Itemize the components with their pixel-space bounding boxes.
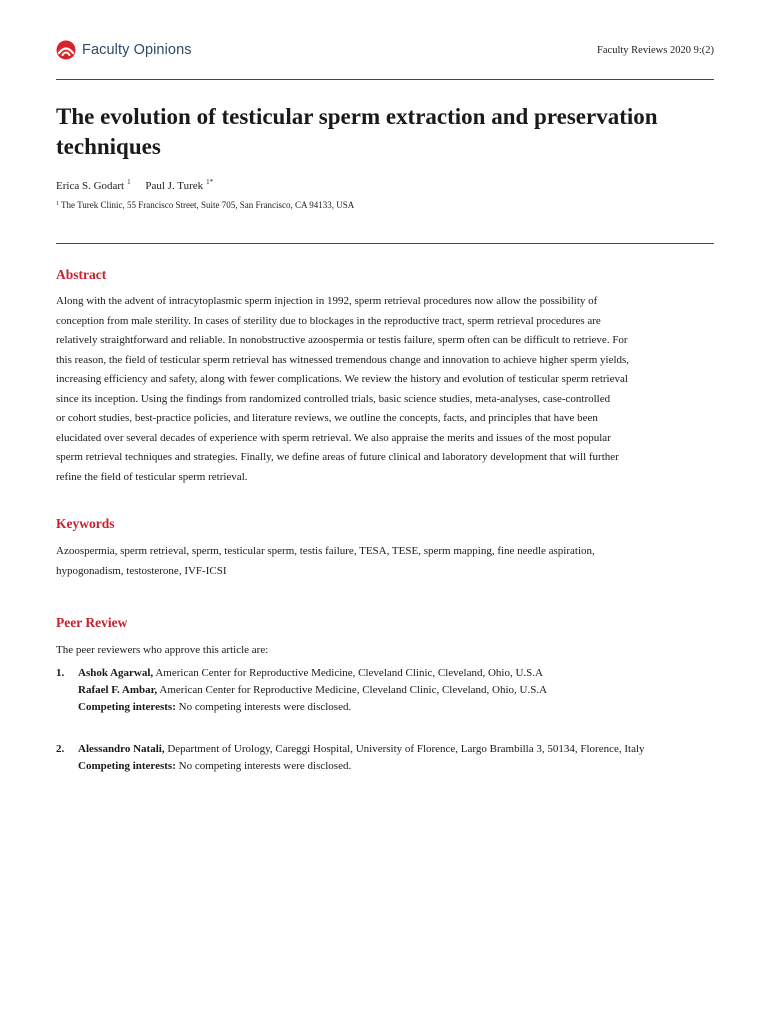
abstract-line: since its inception. Using the findings from randomized controlled trials, basic science studies, meta-analyses, case-controlled	[56, 392, 611, 405]
author-2[interactable]	[145, 180, 213, 192]
header-divider	[56, 79, 714, 80]
keywords-line: hypogonadism, testosterone, IVF-ICSI	[56, 564, 227, 577]
author-affiliation	[56, 200, 354, 210]
reviewer-line	[78, 682, 708, 699]
reviewer-details	[78, 665, 708, 716]
keywords-line: Azoospermia, sperm retrieval, sperm, testicular sperm, testis failure, TESA, TESE, sperm mapping, fine needle aspiration,	[56, 545, 595, 557]
article-title: The evolution of testicular sperm extraction and preservation techniques	[56, 104, 658, 159]
journal-citation: Faculty Reviews 2020 9:(2)	[597, 45, 714, 56]
affiliation-marker: 1	[56, 201, 59, 207]
brand-name: Faculty Opinions	[82, 42, 192, 58]
reviewer-number: 2.	[56, 743, 65, 755]
abstract-line: relatively straightforward and reliable. In nonobstructive azoospermia or testis failure, sperm often can be difficult to retrieve. For	[56, 334, 628, 346]
competing-interests-text: No competing interests were disclosed.	[178, 701, 352, 713]
keywords-text	[56, 542, 714, 581]
abstract-line: this reason, the field of testicular sperm retrieval has witnessed tremendous change and innovation to achieve higher sperm yields,	[56, 353, 630, 366]
reviewer-line	[78, 665, 708, 682]
competing-interests	[78, 699, 708, 716]
abstract-heading: Abstract	[56, 267, 107, 282]
abstract-line: sperm retrieval techniques and strategies. Finally, we define areas of future clinical and laboratory development that will further	[56, 451, 619, 463]
abstract-line: increasing efficiency and safety, along with fewer complications. We review the history and evolution of testicular sperm retrieval	[56, 373, 628, 385]
abstract-text	[56, 292, 714, 487]
abstract-line: refine the field of testicular sperm retrieval.	[56, 470, 248, 483]
competing-interests-label: Competing interests:	[78, 760, 176, 772]
author-name: Paul J. Turek	[145, 180, 204, 192]
peer-review-intro: The peer reviewers who approve this article are:	[56, 644, 269, 656]
peer-review-heading: Peer Review	[56, 615, 128, 630]
author-list	[56, 178, 225, 192]
section-divider	[56, 243, 714, 244]
author-affiliation-marker: 1	[127, 178, 131, 186]
reviewer-affiliation: American Center for Reproductive Medicine, Cleveland Clinic, Cleveland, Ohio, U.S.A	[155, 667, 543, 679]
faculty-opinions-logo-icon	[56, 40, 76, 60]
competing-interests	[78, 758, 708, 775]
reviewer-name[interactable]: Ashok Agarwal,	[78, 667, 154, 679]
abstract-line: or cohort studies, best-practice policies, and literature reviews, we outline the concepts, facts, and principles that have been	[56, 412, 598, 424]
competing-interests-label: Competing interests:	[78, 701, 176, 713]
reviewer-number: 1.	[56, 667, 65, 679]
author-affiliation-marker: 1*	[206, 178, 214, 186]
keywords-heading: Keywords	[56, 516, 115, 531]
reviewer-name[interactable]: Alessandro Natali,	[78, 743, 165, 755]
author-1[interactable]	[56, 180, 131, 192]
reviewer-affiliation: Department of Urology, Careggi Hospital, University of Florence, Largo Brambilla 3, 50134, Florence, Italy	[167, 743, 645, 755]
abstract-line: conception from male sterility. In cases of sterility due to blockages in the reproductive tract, sperm retrieval procedures are	[56, 314, 601, 327]
faculty-opinions-logo[interactable]	[56, 40, 192, 60]
page-header	[56, 40, 714, 66]
affiliation-text: The Turek Clinic, 55 Francisco Street, Suite 705, San Francisco, CA 94133, USA	[61, 200, 355, 210]
abstract-line: elucidated over several decades of experience with sperm retrieval. We also appraise the merits and issues of the most popular	[56, 431, 611, 444]
author-name: Erica S. Godart	[56, 180, 125, 192]
reviewer-name[interactable]: Rafael F. Ambar,	[78, 684, 158, 696]
reviewer-line	[78, 741, 708, 758]
reviewer-affiliation: American Center for Reproductive Medicine, Cleveland Clinic, Cleveland, Ohio, U.S.A	[159, 684, 548, 696]
abstract-line: Along with the advent of intracytoplasmic sperm injection in 1992, sperm retrieval procedures now allow the possibility of	[56, 295, 598, 307]
competing-interests-text: No competing interests were disclosed.	[178, 760, 352, 772]
reviewer-details	[78, 741, 708, 775]
